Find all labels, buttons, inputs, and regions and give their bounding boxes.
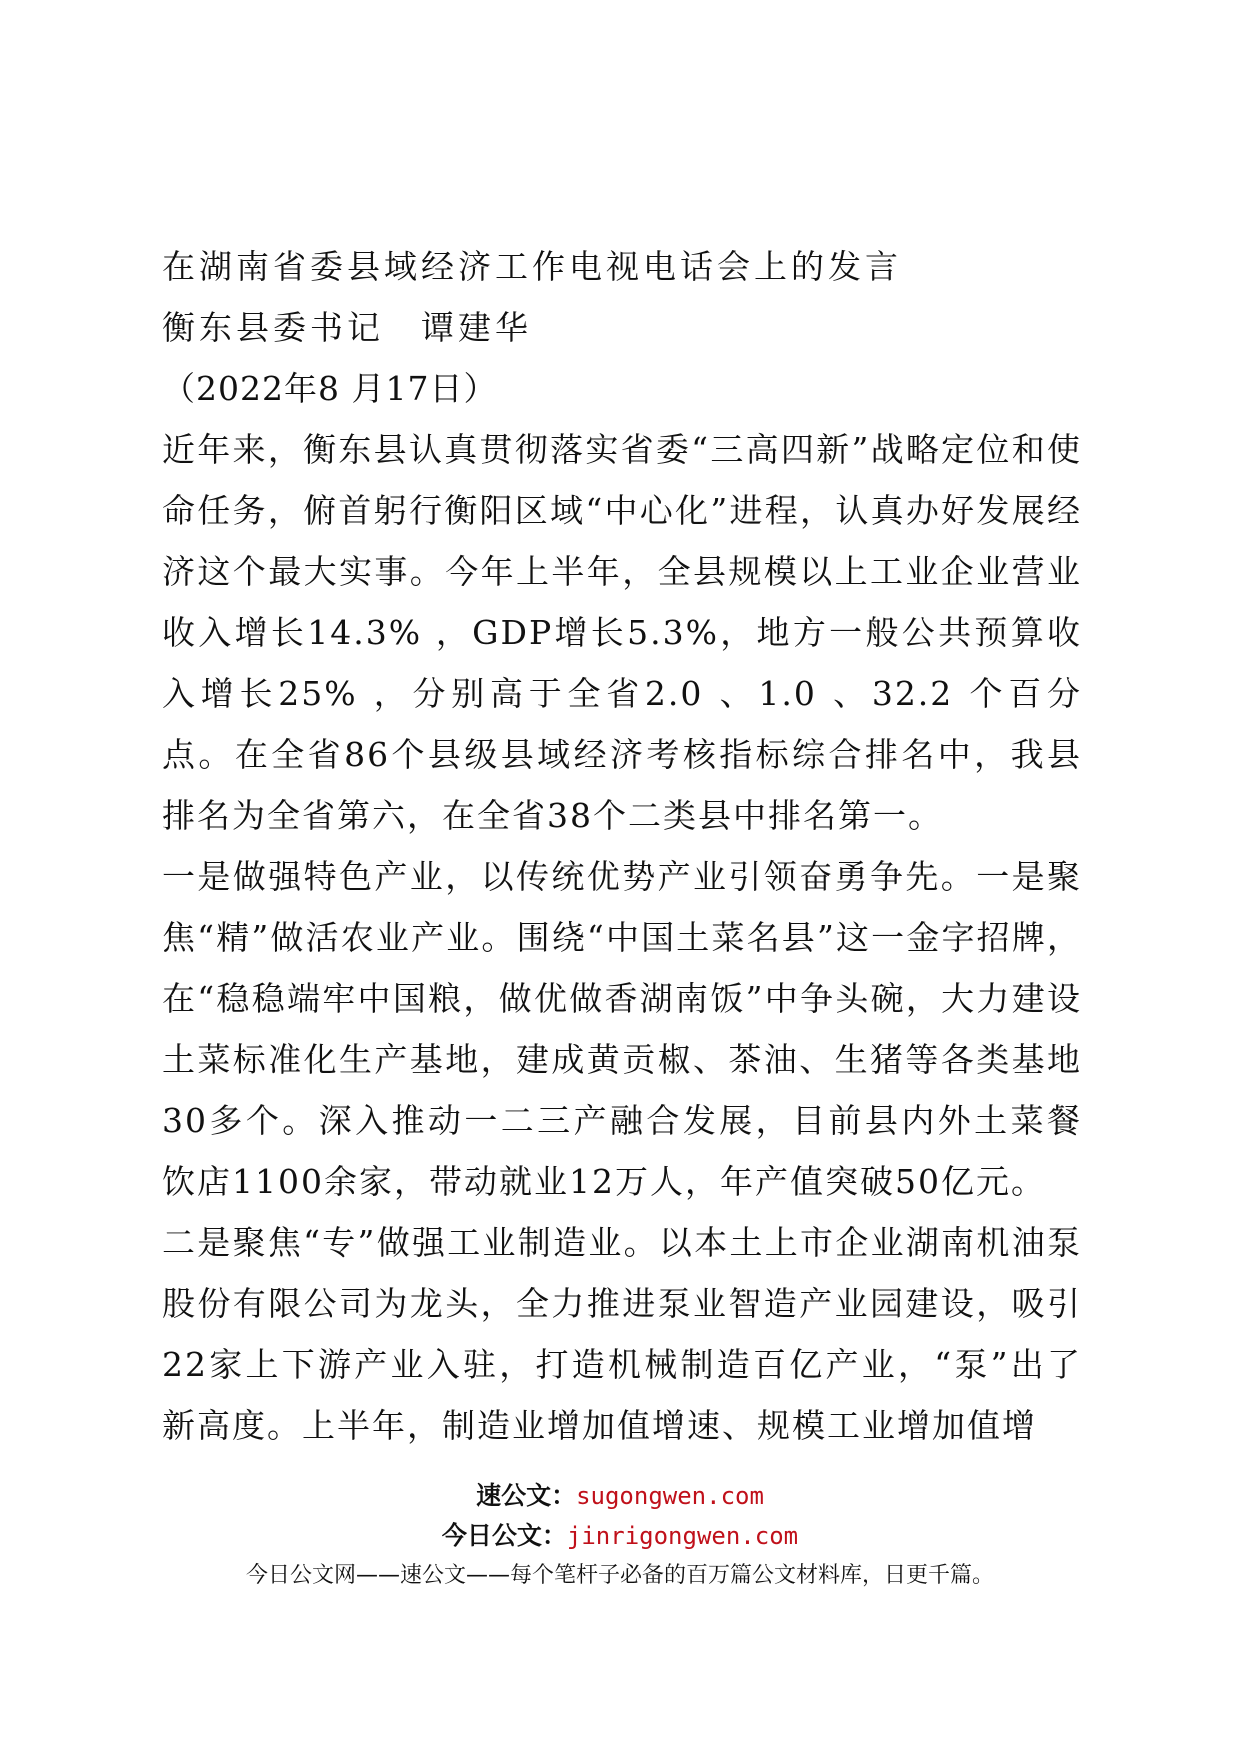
paragraph: 一是做强特色产业，以传统优势产业引领奋勇争先。一是聚焦“精”做活农业产业。围绕“中国土菜名县”这一金字招牌，在“稳稳端牢中国粮，做优做香湖南饭”中争头碗，大力建设土菜标准化生产基地，建成黄贡椒、茶油、生猪等各类基地30多个。深入推动一二三产融合发展，目前县内外土菜餐饮店1100余家，带动就业12万人，年产值突破50亿元。 <box>162 857 1082 1201</box>
footer-line-jinrigongwen <box>0 1516 1240 1556</box>
footer-tagline: 今日公文网——速公文——每个笔杆子必备的百万篇公文材料库，日更千篇。 <box>245 1563 994 1588</box>
footer-label: 今日公文： <box>441 1521 567 1550</box>
watermark-footer <box>0 1476 1240 1596</box>
document-date: （2022年8 月17日） <box>162 369 498 408</box>
footer-link-jinrigongwen[interactable]: jinrigongwen.com <box>566 1522 799 1550</box>
footer-line-sugongwen <box>0 1476 1240 1516</box>
paragraph: 近年来，衡东县认真贯彻落实省委“三高四新”战略定位和使命任务，俯首躬行衡阳区域“中心化”进程，认真办好发展经济这个最大实事。今年上半年，全县规模以上工业企业营业收入增长14.3% ，GDP增长5.3%，地方一般公共预算收入增长25% ，分别高于全省2.0 、1.0 、32.2 个百分点。在全省86个县级县域经济考核指标综合排名中，我县排名为全省第六，在全省38个二类县中排名第一。 <box>162 430 1082 835</box>
footer-label: 速公文： <box>476 1481 577 1510</box>
document-body <box>162 236 1082 1456</box>
footer-link-sugongwen[interactable]: sugongwen.com <box>576 1482 764 1510</box>
paragraph: 二是聚焦“专”做强工业制造业。以本土上市企业湖南机油泵股份有限公司为龙头，全力推进泵业智造产业园建设，吸引22家上下游产业入驻，打造机械制造百亿产业，“泵”出了新高度。上半年，制造业增加值增速、规模工业增加值增 <box>162 1223 1082 1445</box>
document-title: 在湖南省委县域经济工作电视电话会上的发言 <box>162 247 902 286</box>
document-author: 衡东县委书记 谭建华 <box>162 308 532 347</box>
